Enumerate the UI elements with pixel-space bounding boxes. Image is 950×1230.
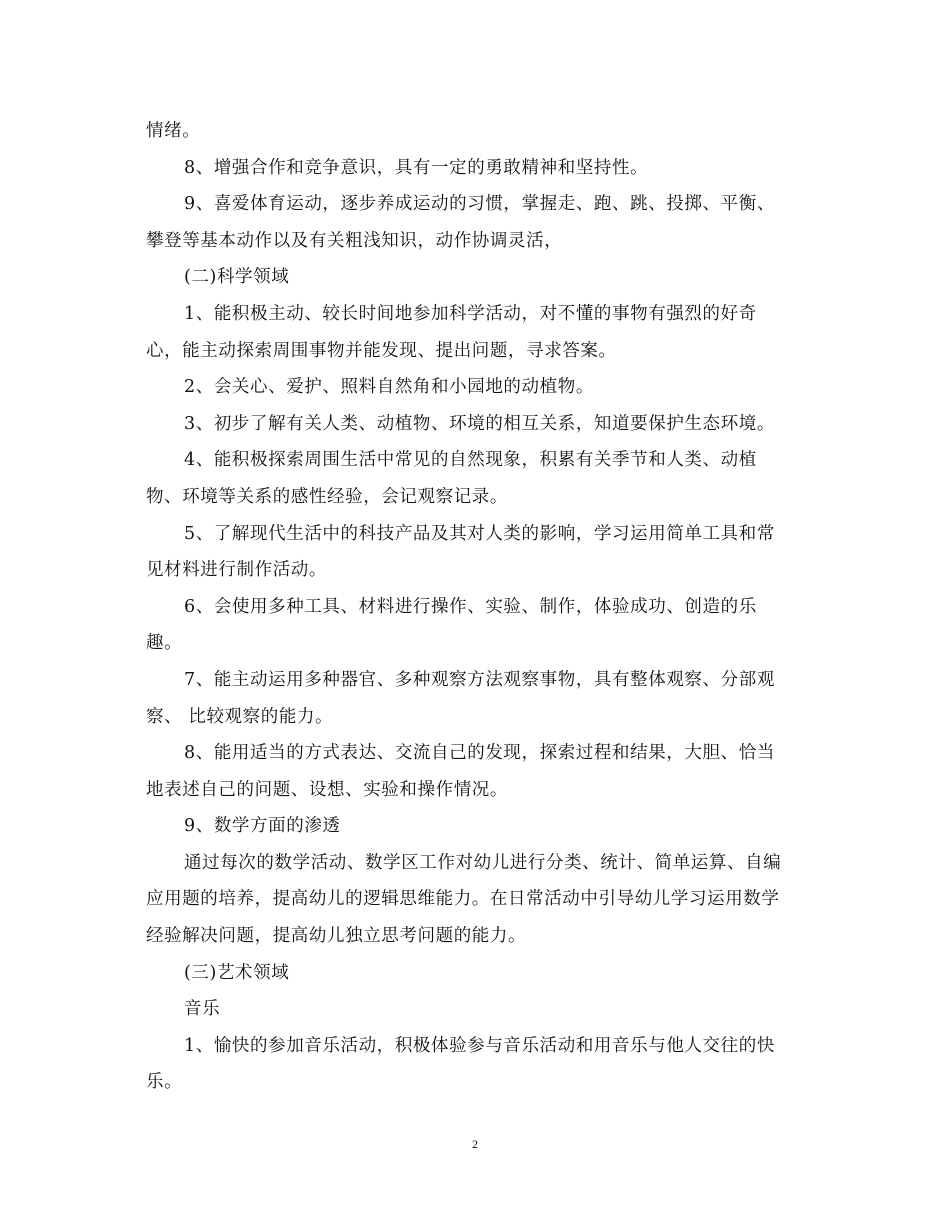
science-item-4-continuation: 物、环境等关系的感性经验，会记观察记录。 [146,486,508,507]
page-number: 2 [472,1137,478,1151]
music-item-1-continuation: 乐。 [146,1072,183,1093]
science-item-2-line: 2、会关心、爱护、照料自然角和小园地的动植物。 [184,377,594,398]
document-body [146,113,806,1101]
section-heading-science: (二)科学领域 [184,267,290,288]
science-item-3-line: 3、初步了解有关人类、动植物、环境的相互关系，知道要保护生态环境。 [184,413,775,434]
science-item-7-line: 7、能主动运用多种器官、多种观察方法观察事物，具有整体观察、分部观 [184,669,775,690]
science-item-5-line: 5、了解现代生活中的科技产品及其对人类的影响，学习运用简单工具和常 [184,523,775,544]
music-item-1-line: 1、愉快的参加音乐活动，积极体验参与音乐活动和用音乐与他人交往的快 [184,1035,775,1056]
math-paragraph-line: 通过每次的数学活动、数学区工作对幼儿进行分类、统计、简单运算、自编 [184,852,782,873]
science-item-1-continuation: 心，能主动探索周围事物并能发现、提出问题，寻求答案。 [146,340,617,361]
science-item-4-line: 4、能积极探索周围生活中常见的自然现象，积累有关季节和人类、动植 [184,450,757,471]
paragraph-line: 情绪。 [146,121,201,141]
math-paragraph-continuation: 应用题的培养，提高幼儿的逻辑思维能力。在日常活动中引导幼儿学习运用数学 [146,889,780,910]
subheading-music: 音乐 [184,999,221,1020]
science-item-8-continuation: 地表述自己的问题、设想、实验和操作情况。 [146,779,508,800]
section-heading-art: (三)艺术领域 [184,962,290,983]
science-item-6-line: 6、会使用多种工具、材料进行操作、实验、制作，体验成功、创造的乐 [184,596,757,617]
list-item-9-continuation: 攀登等基本动作以及有关粗浅知识，动作协调灵活， [146,230,563,251]
list-item-9-line: 9、喜爱体育运动，逐步养成运动的习惯，掌握走、跑、跳、投掷、平衡、 [184,194,775,215]
science-item-5-continuation: 见材料进行制作活动。 [146,560,327,581]
science-item-6-continuation: 趣。 [146,633,183,654]
science-item-8-line: 8、能用适当的方式表达、交流自己的发现，探索过程和结果，大胆、恰当 [184,743,775,764]
science-item-1-line: 1、能积极主动、较长时间地参加科学活动，对不懂的事物有强烈的好奇 [184,303,757,324]
list-item-8-line: 8、增强合作和竞争意识，具有一定的勇敢精神和坚持性。 [184,157,649,178]
math-paragraph-continuation: 经验解决问题，提高幼儿独立思考问题的能力。 [146,926,527,947]
science-item-7-continuation: 察、 比较观察的能力。 [146,706,334,727]
science-item-9-line: 9、数学方面的渗透 [184,816,341,837]
